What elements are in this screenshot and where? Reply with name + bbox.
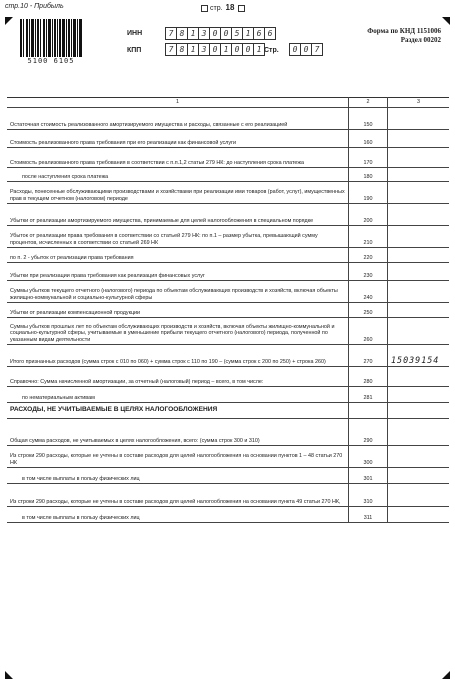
section-header-row [7, 403, 449, 419]
row-code: 260 [349, 318, 388, 345]
row-value: 15039154 [391, 354, 440, 365]
row-code: 190 [349, 182, 388, 204]
table-row [7, 168, 449, 182]
row-description: Суммы убытков прошлых лет по объектам обслуживающих производств и хозяйств, включая объекты жилищно-коммунальной и социально-культурной сферы, учитываемые в уменьшение прибыли текущего отчетного (налогового) периода, полученной по указанным видам деятельности [7, 318, 349, 345]
table-header-row [7, 98, 449, 108]
digit-cell: 0 [301, 44, 312, 55]
kpp-label: КПП [127, 47, 142, 54]
top-note: стр.10 - Прибыль [5, 3, 64, 10]
row-code: 210 [349, 226, 388, 248]
table-row [7, 507, 449, 523]
row-code: 270 [349, 345, 388, 367]
table-row [7, 248, 449, 263]
row-value-field[interactable] [388, 226, 450, 248]
row-description: Расходы, понесенные обслуживающими производствами и хозяйствами при реализации ими товаров (работ, услуг), имущественных прав в текущем отчетном (налоговом) периоде [7, 182, 349, 204]
row-code: 300 [349, 446, 388, 468]
row-description: Суммы убытков текущего отчетного (налогового) периода по объектам обслуживающих производств и хозяйств, включая объекты жилищно-коммунальной и социально-культурной сферы [7, 281, 349, 303]
row-value-field[interactable] [388, 130, 450, 148]
digit-cell: 0 [243, 44, 254, 55]
digit-cell: 1 [188, 44, 199, 55]
row-code: 311 [349, 507, 388, 523]
row-code: 150 [349, 108, 388, 130]
row-value-field[interactable] [388, 387, 450, 403]
table-row [7, 419, 449, 446]
digit-cell: 1 [243, 28, 254, 39]
table-row [7, 226, 449, 248]
corner-marker-top-left [5, 17, 13, 25]
kpp-field[interactable] [165, 43, 265, 56]
digit-cell: 0 [290, 44, 301, 55]
form-section: Раздел 00202 [400, 36, 441, 44]
row-description: Убыток от реализации права требования в соответствии со статьей 279 НК: по п.1 – размер убытка, превышающий сумму процентов, исчисленных в соответствии со статьей 269 НК [7, 226, 349, 248]
digit-cell: 5 [232, 28, 243, 39]
col3-header: 3 [388, 98, 450, 108]
row-code: 180 [349, 168, 388, 182]
digit-cell: 7 [166, 28, 177, 39]
row-value-field[interactable] [388, 484, 450, 507]
barcode-image [20, 19, 82, 57]
barcode-number: 5100 6105 [27, 57, 75, 65]
row-value-field[interactable] [388, 281, 450, 303]
row-value-field[interactable] [388, 182, 450, 204]
table-row [7, 446, 449, 468]
row-value-field[interactable] [388, 419, 450, 446]
row-description: по п. 2 - убыток от реализации права требования [7, 248, 349, 263]
row-value-field[interactable] [388, 148, 450, 168]
row-description: после наступления срока платежа [7, 168, 349, 182]
row-description: по нематериальным активам [7, 387, 349, 403]
row-value-field[interactable] [388, 263, 450, 281]
expenses-table [7, 97, 449, 523]
table-row [7, 367, 449, 387]
table-row [7, 281, 449, 303]
table-row [7, 204, 449, 226]
corner-marker-top-right [442, 17, 450, 25]
digit-cell: 7 [166, 44, 177, 55]
corner-marker-bottom-right [442, 671, 450, 679]
table-row [7, 484, 449, 507]
row-description: Из строки 290 расходы, которые не учтены в составе расходов для целей налогообложения на основании пункта 49 статьи 270 НК, [7, 484, 349, 507]
table-row [7, 468, 449, 484]
section-value-cell [388, 403, 450, 419]
row-code: 290 [349, 419, 388, 446]
inn-label: ИНН [127, 30, 143, 37]
table-row [7, 130, 449, 148]
digit-cell: 8 [177, 28, 188, 39]
row-code: 220 [349, 248, 388, 263]
digit-cell: 0 [210, 44, 221, 55]
row-description: Стоимость реализованного права требования при его реализации как финансовой услуги [7, 130, 349, 148]
digit-cell: 3 [199, 28, 210, 39]
row-value-field[interactable] [388, 204, 450, 226]
row-description: Стоимость реализованного права требования в соответствии с п.п.1,2 статьи 279 НК: до наступления срока платежа [7, 148, 349, 168]
section-code-cell [349, 403, 388, 419]
col1-header: 1 [7, 98, 349, 108]
digit-cell: 0 [221, 28, 232, 39]
row-code: 170 [349, 148, 388, 168]
str-field[interactable] [289, 43, 323, 56]
digit-cell: 1 [256, 45, 262, 54]
digit-cell: 3 [199, 44, 210, 55]
row-value-field[interactable] [388, 446, 450, 468]
form-code: Форма по КНД 1151006 [367, 27, 441, 35]
row-description: Остаточная стоимость реализованного амортизируемого имущества и расходы, связанные с его реализацией [7, 108, 349, 130]
table-row [7, 263, 449, 281]
row-value-field[interactable] [388, 168, 450, 182]
row-value-field[interactable] [388, 318, 450, 345]
row-description: Убытки от реализации компенсационной продукции [7, 303, 349, 318]
digit-cell: 1 [188, 28, 199, 39]
page-number: 18 [225, 3, 235, 12]
row-code: 200 [349, 204, 388, 226]
table-row [7, 108, 449, 130]
row-code: 301 [349, 468, 388, 484]
row-code: 250 [349, 303, 388, 318]
row-code: 310 [349, 484, 388, 507]
str-label: Стр. [264, 47, 279, 54]
digit-cell: 0 [210, 28, 221, 39]
row-description: Справочно: Сумма начисленной амортизации, за отчетный (налоговый) период – всего, в том числе: [7, 367, 349, 387]
table-row [7, 345, 449, 367]
row-value-field[interactable] [388, 367, 450, 387]
table-row [7, 182, 449, 204]
digit-cell: 1 [221, 44, 232, 55]
digit-cell: 0 [232, 44, 243, 55]
row-value-field[interactable] [388, 108, 450, 130]
row-value-field[interactable] [388, 468, 450, 484]
table-row [7, 148, 449, 168]
row-value-field[interactable] [388, 507, 450, 523]
page-square-right [238, 5, 245, 12]
row-description: Общая сумма расходов, не учитываемых в целях налогообложения, всего: (сумма строк 300 и 310) [7, 419, 349, 446]
table-row [7, 318, 449, 345]
page-indicator [199, 3, 247, 12]
row-code: 280 [349, 367, 388, 387]
page-square-left [201, 5, 208, 12]
row-code: 240 [349, 281, 388, 303]
page-label: стр. [210, 5, 223, 12]
col2-header: 2 [349, 98, 388, 108]
row-description: в том числе выплаты в пользу физических лиц [7, 507, 349, 523]
digit-cell: 8 [177, 44, 188, 55]
corner-marker-bottom-left [5, 671, 13, 679]
row-code: 160 [349, 130, 388, 148]
digit-cell: 6 [254, 28, 265, 39]
row-code: 281 [349, 387, 388, 403]
digit-cell: 6 [267, 29, 273, 38]
inn-field[interactable] [165, 27, 276, 40]
row-description: Убытки от реализации амортизируемого имущества, принимаемые для целей налогообложения в специальном порядке [7, 204, 349, 226]
table-row [7, 387, 449, 403]
row-description: Итого признанных расходов (сумма строк с 010 по 060) + сумма строк с 110 по 190 – (сумма строк с 200 по 250) + строка 260) [7, 345, 349, 367]
row-description: в том числе выплаты в пользу физических лиц [7, 468, 349, 484]
row-description: Убытки при реализации права требования как реализация финансовых услуг [7, 263, 349, 281]
table-row [7, 303, 449, 318]
row-value-field[interactable] [388, 303, 450, 318]
row-description: Из строки 290 расходы, которые не учтены в составе расходов для целей налогообложения на основании пунктов 1 – 48 статьи 270 НК [7, 446, 349, 468]
form-header [367, 27, 441, 45]
row-code: 230 [349, 263, 388, 281]
section-title: РАСХОДЫ, НЕ УЧИТЫВАЕМЫЕ В ЦЕЛЯХ НАЛОГООБЛОЖЕНИЯ [7, 403, 349, 419]
row-value-field[interactable] [388, 345, 450, 367]
digit-cell: 7 [314, 45, 320, 54]
row-value-field[interactable] [388, 248, 450, 263]
